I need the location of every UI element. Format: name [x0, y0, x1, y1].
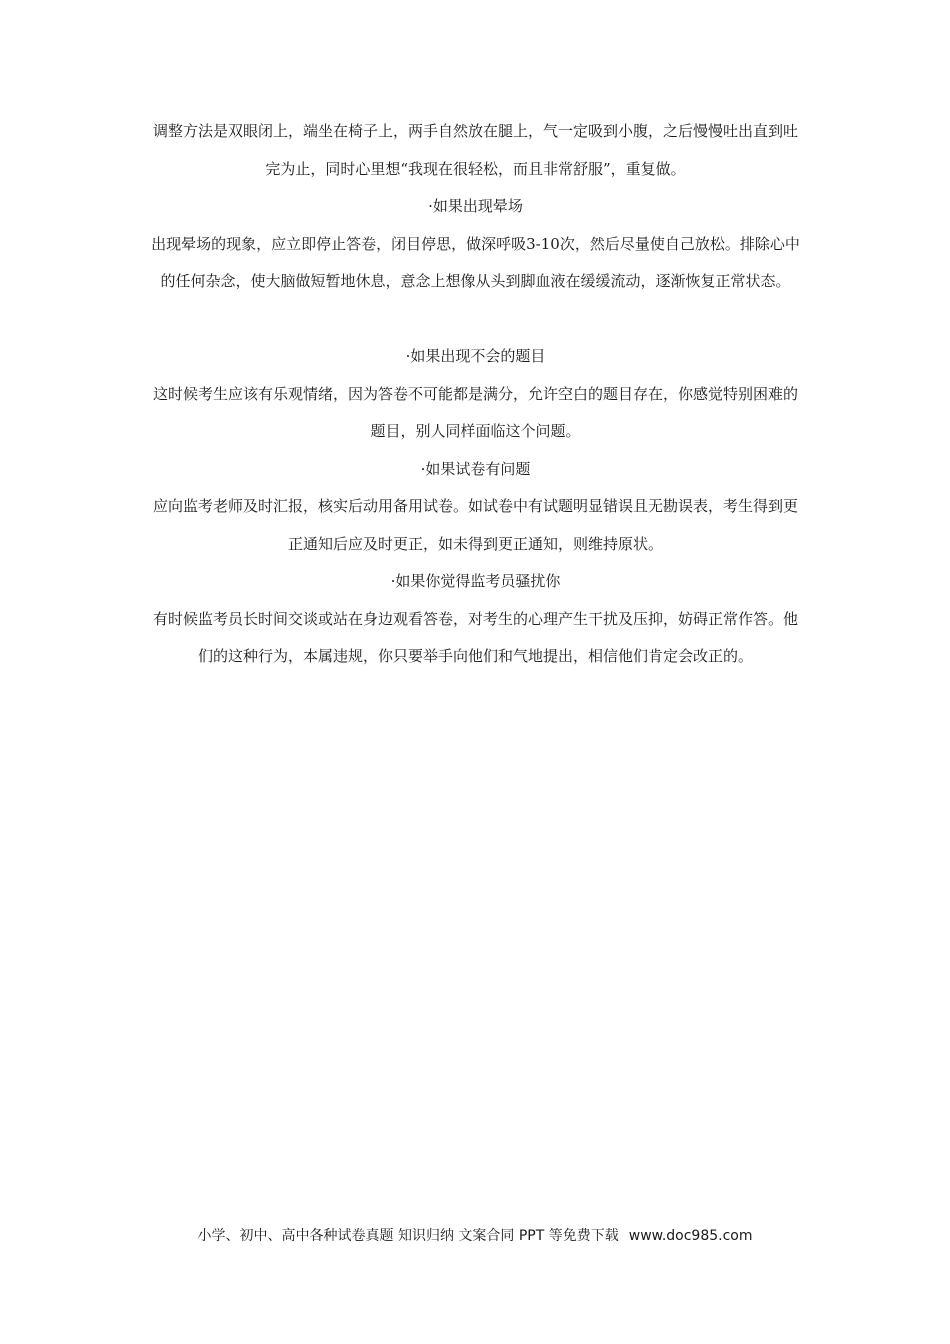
- footer-url[interactable]: www.doc985.com: [628, 1228, 753, 1244]
- paragraph-breathing-method: 调整方法是双眼闭上，端坐在椅子上，两手自然放在腿上，气一定吸到小腹，之后慢慢吐出直到吐完为止，同时心里想“我现在很轻松，而且非常舒服”，重复做。: [152, 122, 798, 178]
- heading-dizziness: ·如果出现晕场: [428, 197, 523, 215]
- paragraph-unknown-questions: 这时候考生应该有乐观情绪，因为答卷不可能都是满分，允许空白的题目存在，你感觉特别困难的题目，别人同样面临这个问题。: [152, 384, 798, 440]
- heading-proctor-disturbance: ·如果你觉得监考员骚扰你: [390, 572, 561, 590]
- paragraph-paper-problem: 应向监考老师及时汇报，核实后动用备用试卷。如试卷中有试题明显错误且无勘误表，考生得到更正通知后应及时更正，如未得到更正通知，则维持原状。: [152, 497, 798, 553]
- heading-unknown-questions: ·如果出现不会的题目: [405, 347, 546, 365]
- paragraph-proctor-disturbance: 有时候监考员长时间交谈或站在身边观看答卷，对考生的心理产生干扰及压抑，妨碍正常作答。他们的这种行为，本属违规，你只要举手向他们和气地提出，相信他们肯定会改正的。: [152, 609, 798, 665]
- blank-line: [148, 301, 803, 339]
- heading-paper-problem: ·如果试卷有问题: [420, 459, 531, 478]
- page-footer: [0, 1224, 950, 1248]
- document-body: [148, 113, 803, 676]
- paragraph-dizziness: 出现晕场的现象，应立即停止答卷，闭目停思，做深呼吸3-10次，然后尽量使自己放松。排除心中的任何杂念，使大脑做短暂地休息，意念上想像从头到脚血液在缓缓流动，逐渐恢复正常状态。: [151, 234, 800, 290]
- footer-text: 小学、初中、高中各种试卷真题 知识归纳 文案合同 PPT 等免费下载: [197, 1228, 619, 1244]
